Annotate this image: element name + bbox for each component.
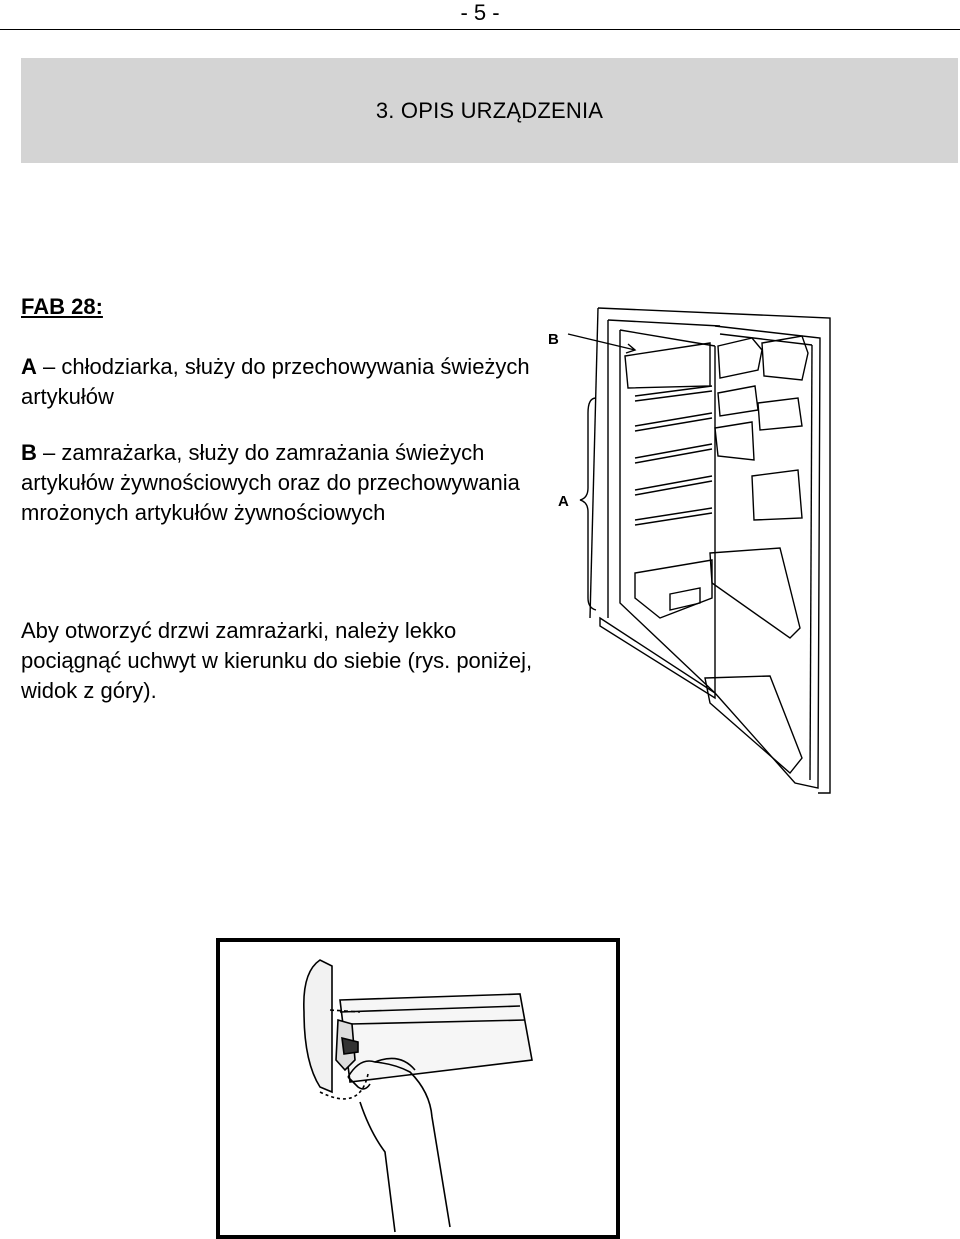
item-a-description <box>21 352 541 412</box>
page-number: - 5 - <box>460 0 500 25</box>
section-title-band <box>21 58 958 163</box>
label-b: B <box>548 331 559 348</box>
item-b-letter: B <box>21 440 37 465</box>
item-b-text: – zamrażarka, służy do zamrażania świeżych artykułów żywnościowych oraz do przechowywania mrożonych artykułów żywnościowych <box>21 440 520 525</box>
section-title: 3. OPIS URZĄDZENIA <box>375 97 604 123</box>
model-label: FAB 28: <box>21 294 103 319</box>
item-b-description <box>21 438 541 528</box>
label-a: A <box>558 493 569 510</box>
handle-illustration-frame <box>216 938 620 1239</box>
item-a-letter: A <box>21 354 37 379</box>
header-rule <box>0 29 960 30</box>
item-a-text: – chłodziarka, służy do przechowywania świeżych artykułów <box>21 354 530 409</box>
opening-instruction: Aby otworzyć drzwi zamrażarki, należy lekko pociągnąć uchwyt w kierunku do siebie (rys. poniżej, widok z góry). <box>21 618 533 703</box>
fridge-illustration <box>540 298 845 798</box>
handle-illustration <box>220 942 616 1235</box>
